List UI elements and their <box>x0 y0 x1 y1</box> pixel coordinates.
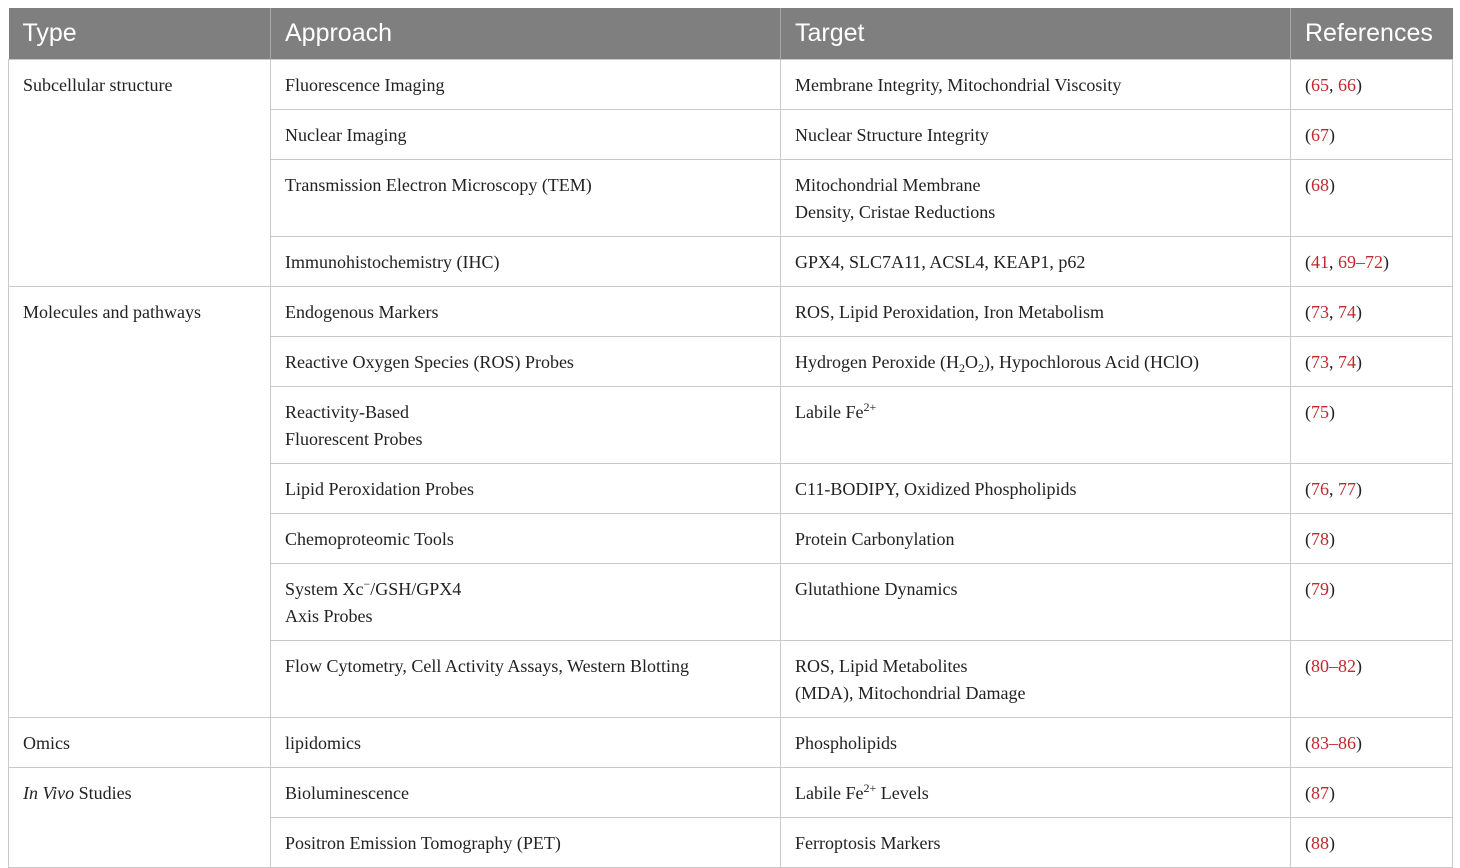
target-cell <box>781 564 1291 641</box>
approach-cell <box>271 337 781 387</box>
table-row <box>9 287 1453 337</box>
references-cell: (83–86) <box>1291 718 1453 768</box>
reference-link[interactable]: 74 <box>1338 302 1356 322</box>
header-references: References <box>1291 8 1453 60</box>
approach-cell <box>271 514 781 564</box>
table-row <box>9 718 1453 768</box>
reference-link[interactable]: 66 <box>1338 75 1356 95</box>
references-cell: (73, 74) <box>1291 337 1453 387</box>
header-target: Target <box>781 8 1291 60</box>
type-label: Omics <box>23 733 70 753</box>
target-cell <box>781 718 1291 768</box>
type-cell-omics <box>9 718 271 768</box>
approach-text-line: Reactivity-Based <box>285 402 409 422</box>
approach-cell <box>271 237 781 287</box>
target-text-line: ROS, Lipid Metabolites <box>795 656 968 676</box>
target-cell <box>781 160 1291 237</box>
reference-link[interactable]: 87 <box>1311 783 1329 803</box>
target-text: ROS, Lipid Peroxidation, Iron Metabolism <box>795 302 1104 322</box>
approach-cell <box>271 768 781 818</box>
references-cell: (76, 77) <box>1291 464 1453 514</box>
target-cell <box>781 110 1291 160</box>
target-cell: Labile $Fe^{2+}$ <box>781 387 1291 464</box>
table-body <box>9 60 1453 868</box>
approach-text: Lipid Peroxidation Probes <box>285 479 474 499</box>
reference-link[interactable]: 41 <box>1311 252 1329 272</box>
type-label-italic: In Vivo <box>23 783 75 803</box>
approach-cell <box>271 160 781 237</box>
references-cell: (68) <box>1291 160 1453 237</box>
reference-link[interactable]: 69 <box>1338 252 1356 272</box>
table-row <box>9 60 1453 110</box>
approach-text: Flow Cytometry, Cell Activity Assays, Western Blotting <box>285 656 690 676</box>
reference-link[interactable]: 67 <box>1311 125 1329 145</box>
approach-text-line: System Xc−/GSH/GPX4 <box>285 577 462 599</box>
reference-link[interactable]: 65 <box>1311 75 1329 95</box>
reference-link[interactable]: 76 <box>1311 479 1329 499</box>
target-text-line: Density, Cristae Reductions <box>795 202 996 222</box>
header-type: Type <box>9 8 271 60</box>
reference-link[interactable]: 78 <box>1311 529 1329 549</box>
approach-cell <box>271 464 781 514</box>
reference-link[interactable]: 74 <box>1338 352 1356 372</box>
references-cell: (79) <box>1291 564 1453 641</box>
reference-link[interactable]: 86 <box>1338 733 1356 753</box>
approach-text-line: Axis Probes <box>285 606 373 626</box>
reference-link[interactable]: 73 <box>1311 352 1329 372</box>
references-cell: (41, 69–72) <box>1291 237 1453 287</box>
type-label: Studies <box>74 783 132 803</box>
ferroptosis-methods-table <box>8 8 1453 868</box>
type-cell-in-vivo <box>9 768 271 868</box>
reference-link[interactable]: 82 <box>1338 656 1356 676</box>
approach-cell <box>271 818 781 868</box>
target-cell <box>781 818 1291 868</box>
approach-cell <box>271 718 781 768</box>
approach-cell <box>271 60 781 110</box>
target-text-line: (MDA), Mitochondrial Damage <box>795 683 1026 703</box>
target-text: Glutathione Dynamics <box>795 579 958 599</box>
references-cell: (80–82) <box>1291 641 1453 718</box>
reference-link[interactable]: 83 <box>1311 733 1329 753</box>
references-cell: (87) <box>1291 768 1453 818</box>
target-text: C11-BODIPY, Oxidized Phospholipids <box>795 479 1077 499</box>
target-cell <box>781 287 1291 337</box>
target-cell <box>781 60 1291 110</box>
approach-text: Transmission Electron Microscopy (TEM) <box>285 175 592 195</box>
target-text-line: Mitochondrial Membrane <box>795 175 981 195</box>
target-cell <box>781 464 1291 514</box>
reference-link[interactable]: 80 <box>1311 656 1329 676</box>
references-cell: (75) <box>1291 387 1453 464</box>
approach-text: Fluorescence Imaging <box>285 75 445 95</box>
reference-link[interactable]: 68 <box>1311 175 1329 195</box>
approach-cell <box>271 387 781 464</box>
target-text: Phospholipids <box>795 733 898 753</box>
approach-text: Chemoproteomic Tools <box>285 529 454 549</box>
type-label: Subcellular structure <box>23 75 173 95</box>
header-row <box>9 8 1453 60</box>
references-cell: (78) <box>1291 514 1453 564</box>
approach-text: Reactive Oxygen Species (ROS) Probes <box>285 352 574 372</box>
approach-cell <box>271 110 781 160</box>
reference-link[interactable]: 79 <box>1311 579 1329 599</box>
references-cell: (67) <box>1291 110 1453 160</box>
type-cell-molecules <box>9 287 271 718</box>
header-approach: Approach <box>271 8 781 60</box>
target-cell <box>781 237 1291 287</box>
table-row <box>9 768 1453 818</box>
target-text: GPX4, SLC7A11, ACSL4, KEAP1, p62 <box>795 252 1086 272</box>
references-cell: (65, 66) <box>1291 60 1453 110</box>
approach-text: Immunohistochemistry (IHC) <box>285 252 500 272</box>
approach-cell <box>271 641 781 718</box>
target-text: Ferroptosis Markers <box>795 833 941 853</box>
type-cell-subcellular <box>9 60 271 287</box>
approach-text-line: Fluorescent Probes <box>285 429 423 449</box>
target-cell <box>781 641 1291 718</box>
target-cell: Labile $Fe^{2+}$ Levels <box>781 768 1291 818</box>
target-text: Protein Carbonylation <box>795 529 955 549</box>
reference-link[interactable]: 75 <box>1311 402 1329 422</box>
target-cell: Hydrogen Peroxide $(H_2O_2)$, Hypochlorous Acid (HClO) <box>781 337 1291 387</box>
references-cell: (88) <box>1291 818 1453 868</box>
table-container <box>8 8 1452 868</box>
approach-text: Endogenous Markers <box>285 302 439 322</box>
approach-text: Bioluminescence <box>285 783 409 803</box>
approach-cell <box>271 287 781 337</box>
approach-cell <box>271 564 781 641</box>
reference-link[interactable]: 72 <box>1365 252 1383 272</box>
type-label: Molecules and pathways <box>23 302 201 322</box>
table-header <box>9 8 1453 60</box>
reference-link[interactable]: 77 <box>1338 479 1356 499</box>
references-cell: (73, 74) <box>1291 287 1453 337</box>
approach-text: Positron Emission Tomography (PET) <box>285 833 561 853</box>
reference-link[interactable]: 73 <box>1311 302 1329 322</box>
target-cell <box>781 514 1291 564</box>
approach-text: Nuclear Imaging <box>285 125 407 145</box>
target-text: Nuclear Structure Integrity <box>795 125 989 145</box>
target-text: Membrane Integrity, Mitochondrial Viscosity <box>795 75 1122 95</box>
reference-link[interactable]: 88 <box>1311 833 1329 853</box>
approach-text: lipidomics <box>285 733 361 753</box>
